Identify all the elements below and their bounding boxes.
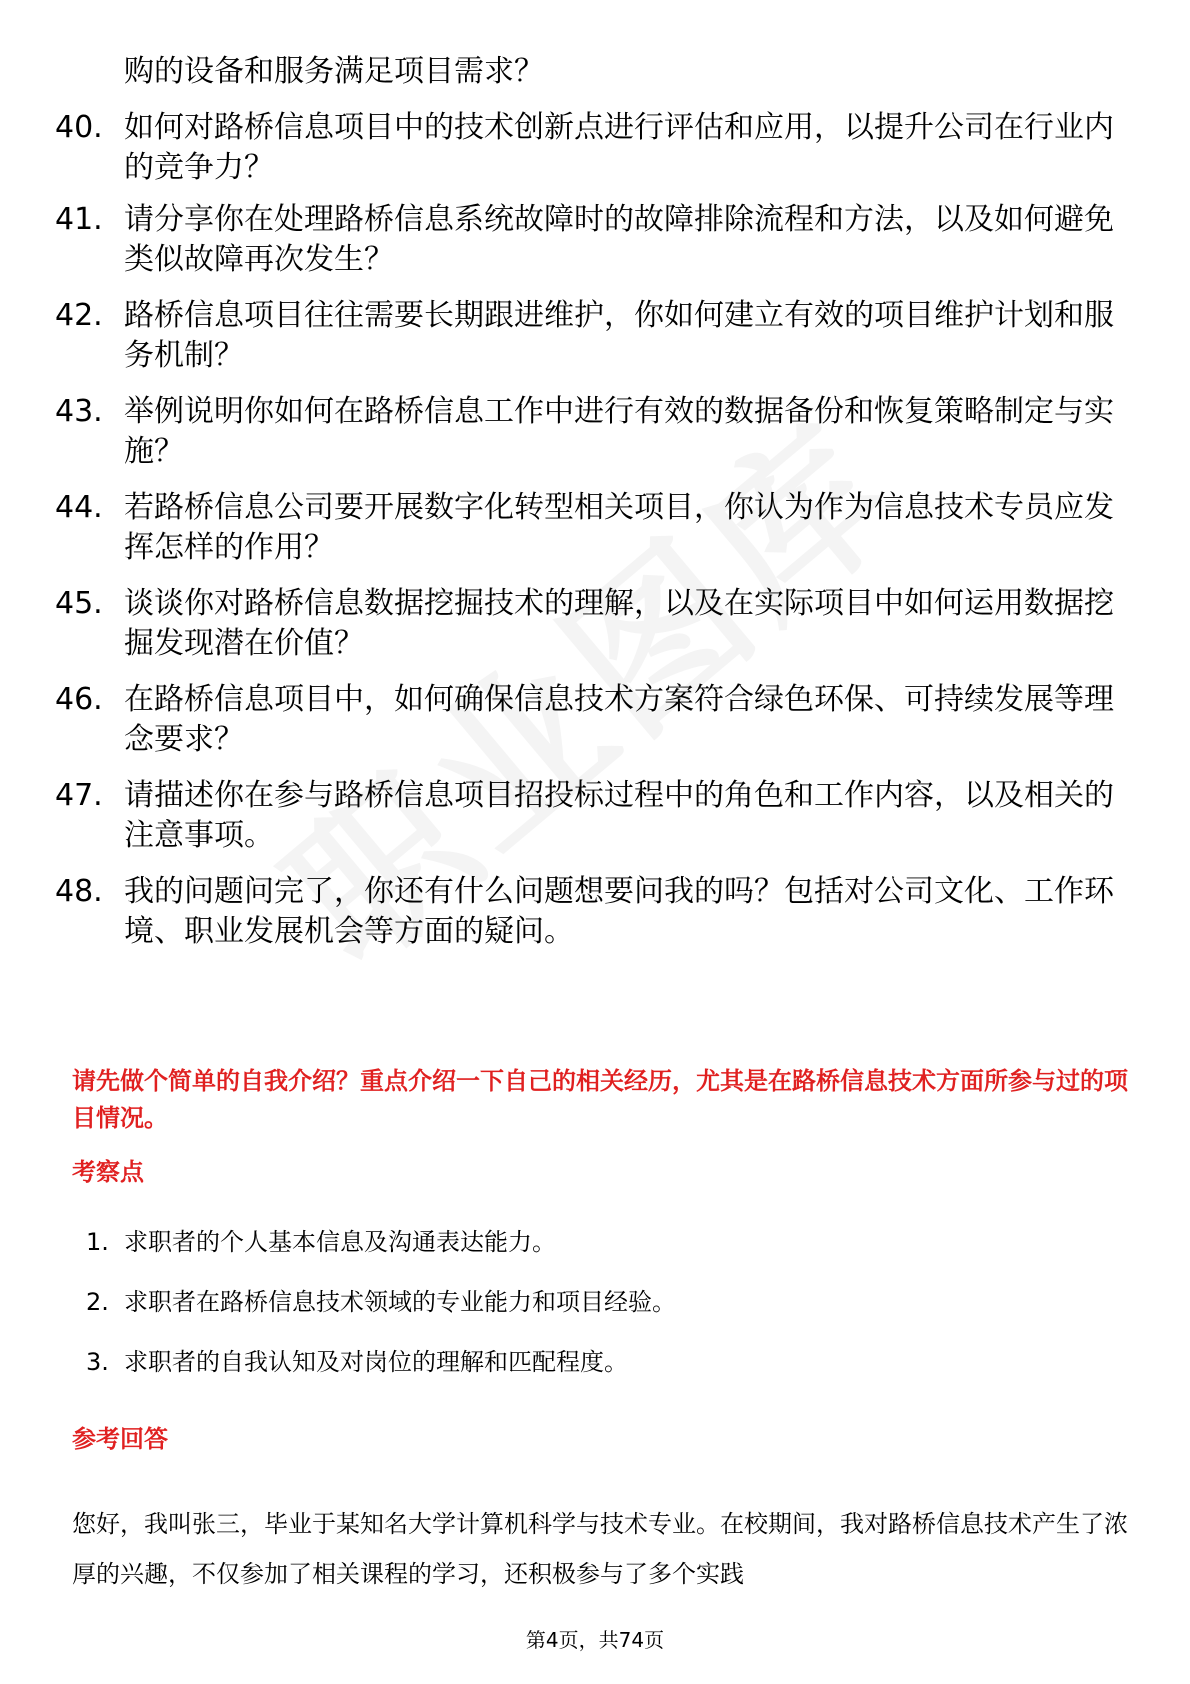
- question-text: 请描述你在参与路桥信息项目招投标过程中的角色和工作内容，以及相关的注意事项。: [124, 778, 1114, 853]
- question-text: 举例说明你如何在路桥信息工作中进行有效的数据备份和恢复策略制定与实施？: [124, 394, 1114, 469]
- question-item: [55, 392, 1115, 472]
- question-number: 42.: [55, 298, 103, 333]
- question-number: 46.: [55, 682, 103, 717]
- question-text: 请分享你在处理路桥信息系统故障时的故障排除流程和方法，以及如何避免类似故障再次发生？: [124, 202, 1114, 277]
- point-text: 求职者的自我认知及对岗位的理解和匹配程度。: [124, 1348, 628, 1376]
- page-footer: 第4页，共74页: [525, 1628, 665, 1652]
- question-text: 谈谈你对路桥信息数据挖掘技术的理解，以及在实际项目中如何运用数据挖掘发现潜在价值？: [124, 586, 1114, 661]
- question-item: [55, 296, 1115, 376]
- question-item: [55, 776, 1115, 856]
- examination-heading: 考察点: [72, 1158, 144, 1186]
- question-number: 44.: [55, 490, 103, 525]
- question-text: 我的问题问完了，你还有什么问题想要问我的吗？包括对公司文化、工作环境、职业发展机会等方面的疑问。: [124, 874, 1114, 949]
- point-number: 1.: [86, 1228, 109, 1256]
- question-item: [55, 872, 1115, 952]
- question-item: [55, 108, 1115, 188]
- point-number: 2.: [86, 1288, 109, 1316]
- question-number: 48.: [55, 874, 103, 909]
- point-text: 求职者的个人基本信息及沟通表达能力。: [124, 1228, 556, 1256]
- point-number: 3.: [86, 1348, 109, 1376]
- question-number: 47.: [55, 778, 103, 813]
- question-item: [55, 488, 1115, 568]
- question-number: 43.: [55, 394, 103, 429]
- reference-heading: 参考回答: [72, 1425, 168, 1453]
- examination-point: [86, 1346, 628, 1378]
- point-text: 求职者在路桥信息技术领域的专业能力和项目经验。: [124, 1288, 676, 1316]
- question-number: 40.: [55, 110, 103, 145]
- question-number: 41.: [55, 202, 103, 237]
- reference-answer: 您好，我叫张三，毕业于某知名大学计算机科学与技术专业。在校期间，我对路桥信息技术产生了浓厚的兴趣，不仅参加了相关课程的学习，还积极参与了多个实践: [72, 1510, 1128, 1588]
- question-item: [55, 680, 1115, 760]
- examination-point: [86, 1286, 676, 1318]
- examination-point: [86, 1226, 556, 1258]
- question-item: [55, 584, 1115, 664]
- question-item: [55, 200, 1115, 280]
- question-number: 45.: [55, 586, 103, 621]
- intro-question: 请先做个简单的自我介绍？重点介绍一下自己的相关经历，尤其是在路桥信息技术方面所参与过的项目情况。: [72, 1067, 1128, 1132]
- question-text: 路桥信息项目往往需要长期跟进维护，你如何建立有效的项目维护计划和服务机制？: [124, 298, 1114, 373]
- question-continuation: 购的设备和服务满足项目需求？: [124, 54, 544, 89]
- question-text: 如何对路桥信息项目中的技术创新点进行评估和应用，以提升公司在行业内的竞争力？: [124, 110, 1114, 185]
- question-text: 在路桥信息项目中，如何确保信息技术方案符合绿色环保、可持续发展等理念要求？: [124, 682, 1114, 757]
- question-text: 若路桥信息公司要开展数字化转型相关项目，你认为作为信息技术专员应发挥怎样的作用？: [124, 490, 1114, 565]
